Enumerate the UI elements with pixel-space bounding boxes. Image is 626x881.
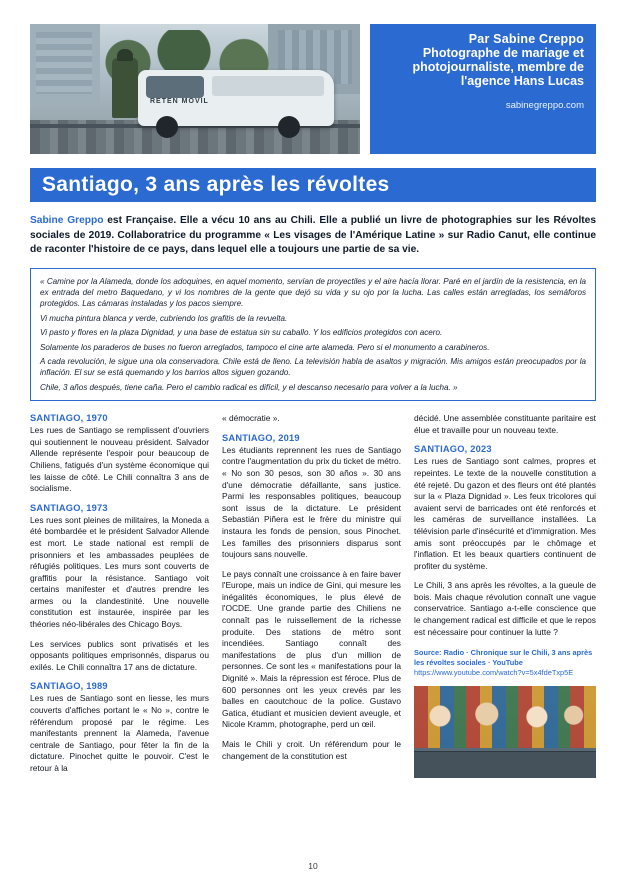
byline-website[interactable]: sabinegreppo.com xyxy=(505,100,584,111)
van-wheel-rear xyxy=(278,116,300,138)
photo2-portraits xyxy=(420,696,587,736)
header xyxy=(30,24,596,154)
quote-paragraph: Vi mucha pintura blanca y verde, cubriendo los grafitis de la revuelta. xyxy=(40,313,288,323)
body-paragraph: Le Chili, 3 ans après les révoltes, a la gueule de bois. Mais chaque révolution connaît une vague conservatrice. Santiago a-t-elle conscience que le changement radical est difficile et que le repos est nécessaire pour continuer la lutte ? xyxy=(414,580,596,637)
byline-name: Par Sabine Creppo xyxy=(468,32,584,46)
quote-paragraph: Chile, 3 años después, tiene caña. Pero el cambio radical es difícil, y el descanso necesario para volver a la lucha. » xyxy=(40,382,458,392)
byline-block xyxy=(370,24,596,154)
quote-paragraph: Solamente los paraderos de buses no fueron arreglados, tampoco el cine arte alameda. Pero si el monumento a carabineros. xyxy=(40,342,490,352)
van-label: RETEN MOVIL xyxy=(150,98,209,105)
quote-paragraph: A cada revolución, le sigue una ola conservadora. Chile está de lleno. La televisión habla de asaltos y migración. Mis amigos están preocupados por la inflación. El sur se está quemando y los barrios altos siguen gozando. xyxy=(40,356,586,378)
intro-paragraph xyxy=(30,214,596,258)
body-paragraph: Les rues de Santiago se remplissent d'ouvriers qui soutiennent le nouveau président. Salvador Allende représente l'espoir pour beaucoup de Chiliens, fatigués d'un système économique qui les laisse de côté. Le Chili connaîtra 3 ans de socialisme. xyxy=(30,425,209,494)
body-paragraph: Le pays connaît une croissance à en faire baver l'Europe, mais un indice de Gini, qui mesure les inégalités économiques, le plus élevé de l'OCDE. Une grande partie des Chiliens ne connaît pas le ruissellement de la richesse produite. Des stations de métro sont incendiées. Santiago connaît des manifestations de plus d'un million de personnes. Ce sont les « manifestations pour la Dignité ». Mais la répression est féroce. Plus de 600 personnes ont les yeux crevés par les balles en caoutchouc de la police. Gustavo Gatica, étudiant et musicien devient aveugle, et Nicole Kramm, photographe, perd un œil. xyxy=(222,568,401,730)
body-paragraph: Mais le Chili y croit. Un référendum pour le changement de la constitution est xyxy=(222,739,401,761)
page-number: 10 xyxy=(308,861,318,871)
column-2 xyxy=(222,413,401,811)
body-paragraph: Les services publics sont privatisés et les opposants politiques emprisonnés, disparus ou exilés. Le Chili connaîtra 17 ans de dictature. xyxy=(30,638,209,672)
article-title-bar xyxy=(30,168,596,202)
quote-paragraph: Vi pasto y flores en la plaza Dignidad, y una base de estatua sin su caballo. Y los edificios protegidos con acero. xyxy=(40,328,443,338)
source-link[interactable]: https://www.youtube.com/watch?v=5x4fdeTxp5E xyxy=(414,668,574,678)
van-wheel-front xyxy=(156,116,178,138)
intro-author-name: Sabine Greppo xyxy=(30,215,104,226)
source-label: Source: Radio · Chronique sur le Chili, 3 ans après les révoltes sociales · YouTube xyxy=(414,648,593,668)
intro-text: est Française. Elle a vécu 10 ans au Chili. Elle a publié un livre de photographies sur les Révoltes sociales de 2019. Collaboratrice du programme « Les visages de l'Amérique Latine » sur Radio Canut, elle continue de raconter l'histoire de ce pays, dans lequel elle a toujours une partie de sa vie. xyxy=(30,215,596,255)
byline-role: Photographe de mariage et photojournaliste, membre de l'agence Hans Lucas xyxy=(412,46,584,88)
column-1 xyxy=(30,413,209,811)
body-paragraph-continued: « démocratie ». xyxy=(222,413,280,424)
section-heading-1989: SANTIAGO, 1989 xyxy=(30,681,108,692)
source-note xyxy=(414,648,596,678)
body-paragraph: Les rues de Santiago sont calmes, propres et repeintes. Le texte de la nouvelle constitution a été rejeté. Du gazon et des fleurs ont été plantés sur la « Plaza Dignidad ». Les feux tricolores qui avaient servi de barricades ont été renforcés et les caméras de surveillance installées. La télévision parle d'insécurité et d'immigration. Mes amis sont préoccupés par le chômage et l'inflation. Et les beaux quartiers continuent de profiter du système. xyxy=(414,456,596,571)
body-paragraph: Les rues sont pleines de militaires, la Moneda a été bombardée et le président Salvador Allende est mort. Le stade national est rempli de prisonniers et les ambassades peuplées de réfugiés politiques. Les murs sont couverts de graffitis pour la résistance. Santiago voit certains manifester et d'autres prendre les armes ou la clandestinité. Une nouvelle constitution est instaurée, inspirée par les théories néo-libérales des Chicago Boys. xyxy=(30,514,209,630)
section-heading-2023: SANTIAGO, 2023 xyxy=(414,444,492,455)
spanish-quote-box xyxy=(30,268,596,402)
body-paragraph-continued: décidé. Une assemblée constituante paritaire est élue et travaille pour un nouveau texte. xyxy=(414,413,596,435)
photo2-ground xyxy=(414,752,596,778)
article-columns xyxy=(30,413,596,811)
body-paragraph: Les rues de Santiago sont en liesse, les murs couverts d'affiches portant le « No », contre le référendum proposé par le régime. Les manifestants prennent la Alameda, l'avenue centrale de Santiago, pour fêter la fin de la dictature. Pinochet quitte le pouvoir. C'est le retour à la xyxy=(30,693,209,773)
quote-paragraph: « Camine por la Alameda, donde los adoquines, en aquel momento, servían de proyectiles y el aire hacía llorar. Paré en el jardín de la resistencia, en la ex entrada del metro Baquedano, y vi los nombres de la gente que dejó su vida y su ojo por la lucha. Las calles están arregladas, los semáforos protegidos. Las cámaras instaladas y los pacos siempre. xyxy=(40,276,586,309)
section-heading-1970: SANTIAGO, 1970 xyxy=(30,413,108,424)
bottom-photo xyxy=(414,686,596,778)
top-photo xyxy=(30,24,360,154)
section-heading-1973: SANTIAGO, 1973 xyxy=(30,502,108,513)
page-title: Santiago, 3 ans après les révoltes xyxy=(42,173,390,196)
police-officer xyxy=(112,58,138,118)
column-3 xyxy=(414,413,596,811)
body-paragraph: Les étudiants reprennent les rues de Santiago contre l'augmentation du prix du ticket de métro. « No son 30 pesos, son 30 años ». 30 ans d'une démocratie défaillante, sans justice. Parmi les responsables politiques, beaucoup sont issus de la dictature. Le président Sebastián Piñera est le frère du ministre qui instaura les fonds de pension, sous Pinochet. Les familles des prisonniers disparus sont toujours sans nouvelle. xyxy=(222,444,401,560)
section-heading-2019: SANTIAGO, 2019 xyxy=(222,432,300,443)
